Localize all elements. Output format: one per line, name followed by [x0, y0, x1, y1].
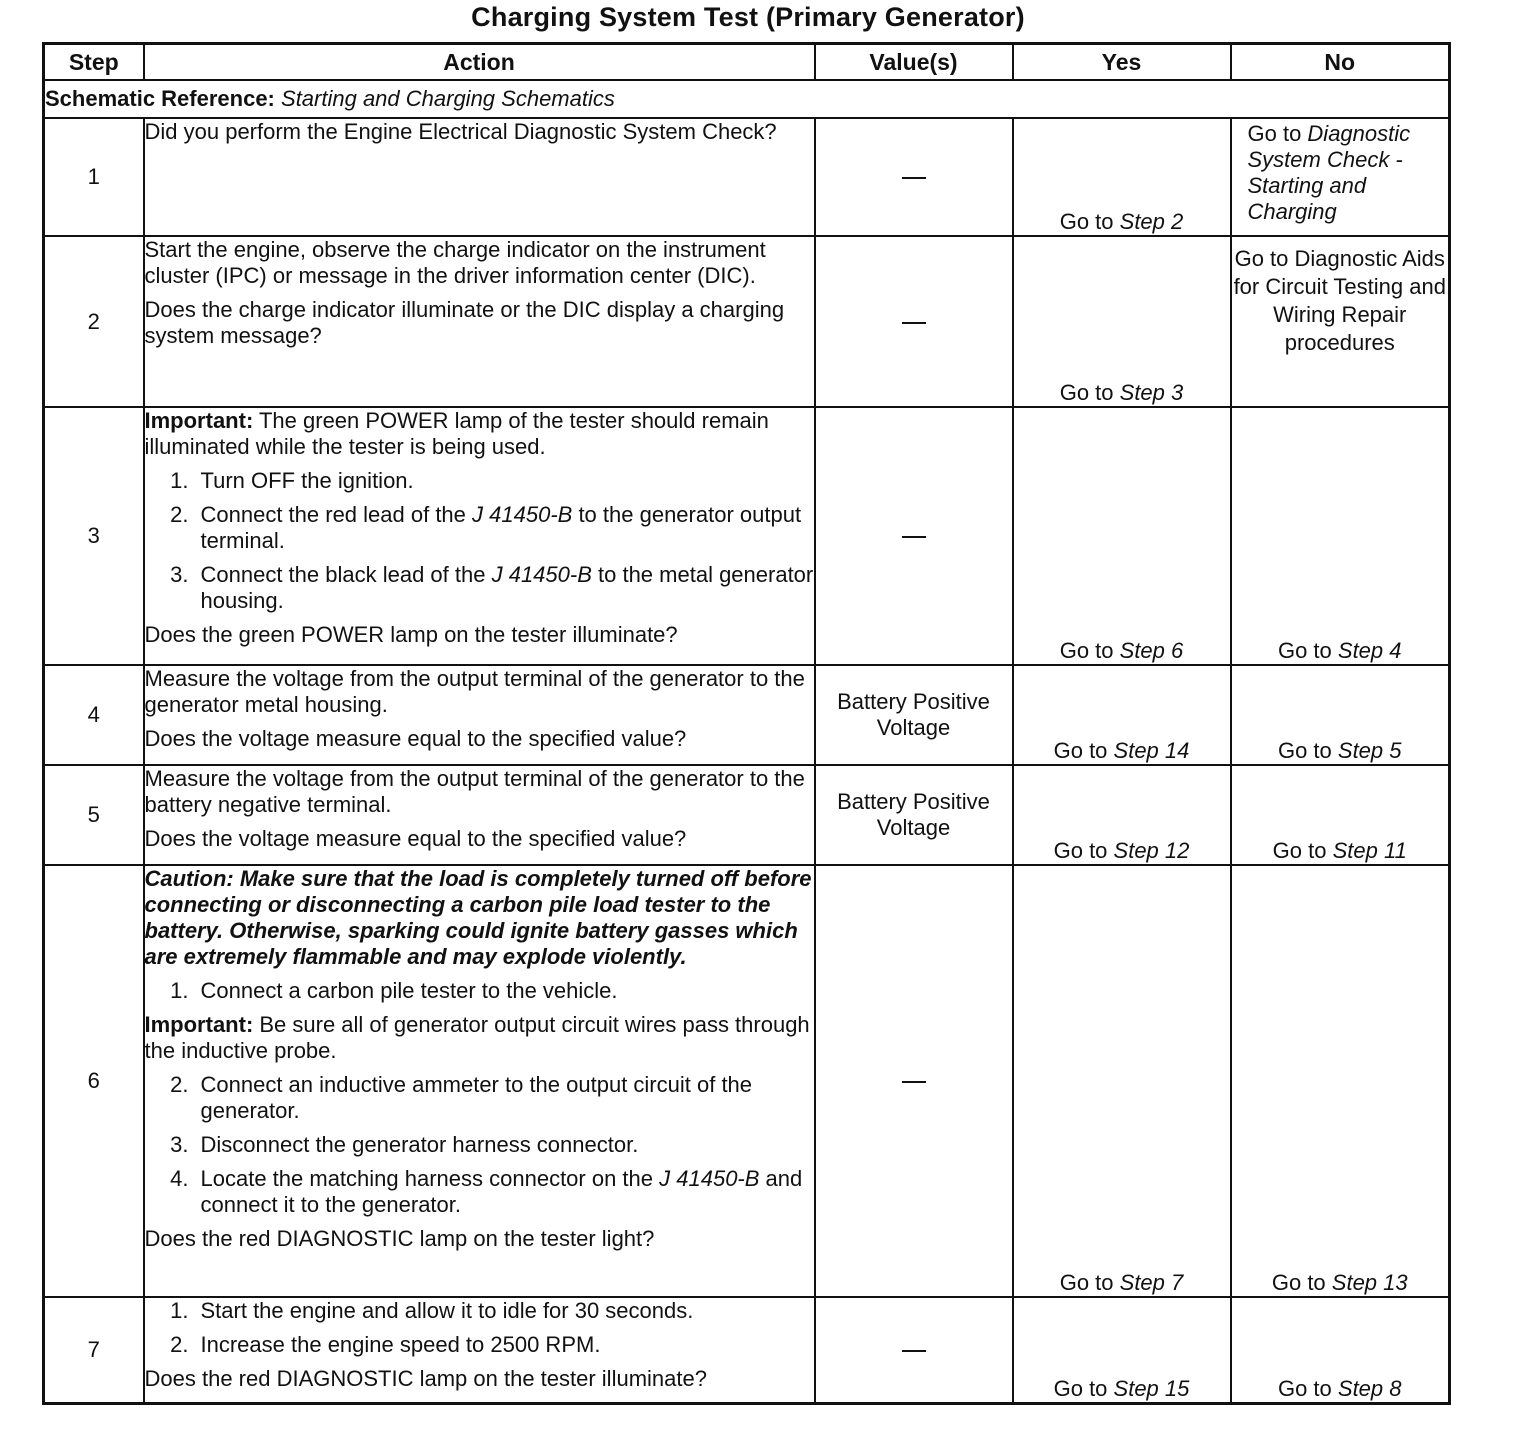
yes-cell: [1013, 407, 1231, 665]
step-link[interactable]: Step 12: [1113, 838, 1190, 863]
action-question: Does the red DIAGNOSTIC lamp on the tester light?: [144, 1226, 655, 1251]
header-row: [44, 44, 1450, 81]
value-cell: [815, 407, 1013, 665]
action-cell: [144, 765, 815, 865]
reference-label: Schematic Reference:: [45, 86, 275, 111]
tool-link[interactable]: J 41450-B: [659, 1166, 760, 1191]
step-number: 1: [44, 118, 144, 236]
go-to-text: Go to: [1053, 1375, 1114, 1401]
go-to-text: Go to: [1053, 838, 1114, 863]
no-value-dash: [902, 536, 926, 538]
action-text: Measure the voltage from the output terminal of the generator to the generator metal housing.: [144, 666, 805, 717]
step-link[interactable]: Step 2: [1119, 209, 1184, 234]
go-to-text: Go to: [1059, 209, 1120, 234]
action-text: Start the engine, observe the charge indicator on the instrument cluster (IPC) or message in the driver information center (DIC).: [144, 237, 766, 288]
step-link[interactable]: Step 5: [1337, 738, 1402, 763]
step-link[interactable]: Step 7: [1119, 1270, 1184, 1295]
step-link[interactable]: Step 6: [1119, 638, 1184, 663]
list-item: 3. Connect the black lead of the J 41450-B to the metal generator housing.: [170, 562, 814, 613]
action-cell: [144, 1297, 815, 1403]
go-to-text: Go to: [1059, 380, 1120, 405]
list-item: 3. Disconnect the generator harness connector.: [170, 1132, 639, 1157]
header-step: Step: [44, 44, 144, 81]
step-link[interactable]: Step 13: [1331, 1270, 1408, 1295]
action-cell: [144, 118, 815, 236]
step-link[interactable]: Step 4: [1337, 638, 1402, 663]
no-value-dash: [902, 1081, 926, 1083]
no-value-dash: [902, 177, 926, 179]
go-to-text: Go to: [1277, 738, 1338, 763]
header-action: Action: [144, 44, 815, 81]
yes-cell: [1013, 236, 1231, 407]
no-value-dash: [902, 322, 926, 324]
step-number: 6: [44, 865, 144, 1297]
reference-link[interactable]: Starting and Charging Schematics: [281, 86, 615, 111]
yes-cell: [1013, 765, 1231, 865]
tool-link[interactable]: J 41450-B: [472, 502, 573, 527]
list-item: 2. Connect the red lead of the J 41450-B to the generator output terminal.: [170, 502, 802, 553]
value-cell: Battery Positive Voltage: [815, 665, 1013, 765]
step-number: 4: [44, 665, 144, 765]
table-row-step-3: [44, 407, 1450, 665]
no-value-dash: [902, 1350, 926, 1352]
action-question: Does the voltage measure equal to the specified value?: [144, 826, 687, 851]
value-cell: [815, 1297, 1013, 1403]
page-title: Charging System Test (Primary Generator): [471, 2, 1025, 32]
header-no: No: [1231, 44, 1450, 81]
action-text: Measure the voltage from the output terminal of the generator to the battery negative terminal.: [144, 766, 805, 817]
step-number: 7: [44, 1297, 144, 1403]
no-cell: [1231, 118, 1450, 236]
schematic-reference-row: [44, 80, 1450, 118]
go-to-text: Go to: [1059, 638, 1120, 663]
table-row-step-4: [44, 665, 1450, 765]
table-row-step-2: [44, 236, 1450, 407]
tool-link[interactable]: J 41450-B: [491, 562, 592, 587]
table-row-step-7: [44, 1297, 1450, 1403]
action-question: Does the green POWER lamp on the tester illuminate?: [144, 622, 678, 647]
list-item: 1. Turn OFF the ignition.: [170, 468, 414, 493]
caution-note: Caution: Make sure that the load is completely turned off before connecting or disconnecting a carbon pile load tester to the battery. Otherwise, sparking could ignite battery gasses which are extremely flammable and may explode violently.: [144, 866, 812, 969]
no-cell: [1231, 765, 1450, 865]
table-row-step-6: [44, 865, 1450, 1297]
no-cell: [1231, 236, 1450, 407]
action-question: Does the red DIAGNOSTIC lamp on the tester illuminate?: [144, 1366, 707, 1391]
action-cell: [144, 665, 815, 765]
yes-cell: [1013, 665, 1231, 765]
schematic-reference: [44, 80, 1450, 118]
no-cell: [1231, 1297, 1450, 1403]
go-to-text: Go to: [1277, 638, 1338, 663]
yes-cell: [1013, 1297, 1231, 1403]
step-link[interactable]: Step 14: [1113, 738, 1190, 763]
diagnostic-table: [42, 42, 1451, 1405]
yes-cell: [1013, 118, 1231, 236]
go-to-text: Go to: [1271, 1270, 1332, 1295]
step-number: 2: [44, 236, 144, 407]
action-text: Did you perform the Engine Electrical Diagnostic System Check?: [144, 119, 777, 144]
step-number: 3: [44, 407, 144, 665]
list-item: 4. Locate the matching harness connector on the J 41450-B and connect it to the generator.: [170, 1166, 803, 1217]
no-cell: [1231, 665, 1450, 765]
value-cell: [815, 118, 1013, 236]
important-note: Important: Be sure all of generator output circuit wires pass through the inductive probe.: [144, 1012, 810, 1063]
go-to-text: Go to: [1059, 1270, 1120, 1295]
value-cell: Battery Positive Voltage: [815, 765, 1013, 865]
list-item: 1. Start the engine and allow it to idle for 30 seconds.: [170, 1298, 694, 1323]
header-values: Value(s): [815, 44, 1013, 81]
step-link[interactable]: Step 3: [1119, 380, 1184, 405]
action-cell: [144, 865, 815, 1297]
header-yes: Yes: [1013, 44, 1231, 81]
yes-cell: [1013, 865, 1231, 1297]
important-note: Important: The green POWER lamp of the tester should remain illuminated while the tester is being used.: [144, 408, 769, 459]
step-number: 5: [44, 765, 144, 865]
no-cell: [1231, 407, 1450, 665]
table-row-step-1: [44, 118, 1450, 236]
step-link[interactable]: Step 8: [1337, 1375, 1402, 1401]
action-cell: [144, 236, 815, 407]
diagnostic-system-check-link[interactable]: Diagnostic System Check - Starting and Charging: [1247, 121, 1411, 224]
step-link[interactable]: Step 11: [1332, 838, 1407, 863]
step-link[interactable]: Step 15: [1113, 1375, 1190, 1401]
go-to-text: Go to: [1272, 838, 1333, 863]
list-item: 2. Increase the engine speed to 2500 RPM.: [170, 1332, 601, 1357]
go-to-text: Go to: [1053, 738, 1114, 763]
value-cell: [815, 236, 1013, 407]
action-question: Does the charge indicator illuminate or the DIC display a charging system message?: [144, 297, 785, 348]
go-to-text: Go to: [1247, 121, 1308, 146]
table-row-step-5: [44, 765, 1450, 865]
value-cell: [815, 865, 1013, 1297]
list-item: 2. Connect an inductive ammeter to the output circuit of the generator.: [170, 1072, 753, 1123]
go-to-text: Go to: [1277, 1375, 1338, 1401]
action-cell: [144, 407, 815, 665]
no-cell: [1231, 865, 1450, 1297]
list-item: 1. Connect a carbon pile tester to the vehicle.: [170, 978, 618, 1003]
diagnostic-aids-link[interactable]: Go to Diagnostic Aids for Circuit Testing and Wiring Repair procedures: [1233, 246, 1446, 355]
action-question: Does the voltage measure equal to the specified value?: [144, 726, 687, 751]
